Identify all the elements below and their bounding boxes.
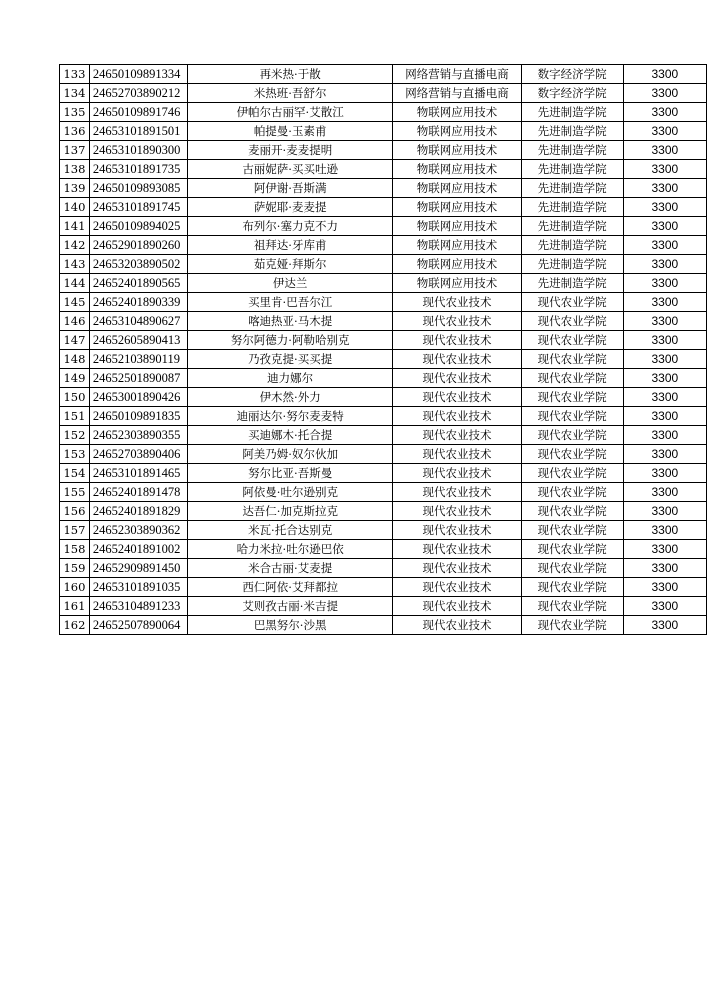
college-cell: 现代农业学院 — [521, 616, 623, 635]
college-cell: 先进制造学院 — [521, 255, 623, 274]
amount-cell: 3300 — [623, 464, 706, 483]
student-id-cell: 24650109891746 — [89, 103, 187, 122]
table-row — [60, 426, 707, 445]
student-name-cell: 达吾仁·加克斯拉克 — [187, 502, 393, 521]
major-cell: 现代农业技术 — [393, 350, 521, 369]
student-name-cell: 喀迪热亚·马木提 — [187, 312, 393, 331]
row-number-cell: 157 — [60, 521, 90, 540]
student-name-cell: 古丽妮萨·买买吐逊 — [187, 160, 393, 179]
table-row — [60, 369, 707, 388]
major-cell: 现代农业技术 — [393, 597, 521, 616]
row-number-cell: 155 — [60, 483, 90, 502]
student-name-cell: 伊木然·外力 — [187, 388, 393, 407]
college-cell: 现代农业学院 — [521, 483, 623, 502]
table-row — [60, 236, 707, 255]
amount-cell: 3300 — [623, 540, 706, 559]
amount-cell: 3300 — [623, 616, 706, 635]
table-row — [60, 217, 707, 236]
student-name-cell: 迪力娜尔 — [187, 369, 393, 388]
row-number-cell: 133 — [60, 65, 90, 84]
major-cell: 现代农业技术 — [393, 464, 521, 483]
row-number-cell: 161 — [60, 597, 90, 616]
student-name-cell: 米热班·吾舒尔 — [187, 84, 393, 103]
table-row — [60, 502, 707, 521]
amount-cell: 3300 — [623, 198, 706, 217]
major-cell: 物联网应用技术 — [393, 179, 521, 198]
student-name-cell: 阿依曼·吐尔逊别克 — [187, 483, 393, 502]
student-id-cell: 24653101891035 — [89, 578, 187, 597]
table-row — [60, 331, 707, 350]
row-number-cell: 137 — [60, 141, 90, 160]
row-number-cell: 135 — [60, 103, 90, 122]
table-row — [60, 312, 707, 331]
major-cell: 物联网应用技术 — [393, 103, 521, 122]
college-cell: 现代农业学院 — [521, 388, 623, 407]
college-cell: 先进制造学院 — [521, 122, 623, 141]
college-cell: 现代农业学院 — [521, 407, 623, 426]
student-id-cell: 24653104891233 — [89, 597, 187, 616]
row-number-cell: 156 — [60, 502, 90, 521]
student-id-cell: 24650109893085 — [89, 179, 187, 198]
college-cell: 先进制造学院 — [521, 103, 623, 122]
major-cell: 现代农业技术 — [393, 331, 521, 350]
student-name-cell: 阿美乃姆·奴尔伙加 — [187, 445, 393, 464]
amount-cell: 3300 — [623, 559, 706, 578]
amount-cell: 3300 — [623, 274, 706, 293]
student-name-cell: 买里肯·巴吾尔江 — [187, 293, 393, 312]
row-number-cell: 136 — [60, 122, 90, 141]
table-row — [60, 141, 707, 160]
student-id-cell: 24653101891501 — [89, 122, 187, 141]
row-number-cell: 143 — [60, 255, 90, 274]
student-name-cell: 麦丽开·麦麦提明 — [187, 141, 393, 160]
amount-cell: 3300 — [623, 597, 706, 616]
row-number-cell: 140 — [60, 198, 90, 217]
student-id-cell: 24652401890339 — [89, 293, 187, 312]
student-id-cell: 24652401890565 — [89, 274, 187, 293]
college-cell: 先进制造学院 — [521, 141, 623, 160]
row-number-cell: 160 — [60, 578, 90, 597]
table-row — [60, 84, 707, 103]
row-number-cell: 151 — [60, 407, 90, 426]
student-id-cell: 24652507890064 — [89, 616, 187, 635]
student-name-cell: 布列尔·塞力克不力 — [187, 217, 393, 236]
amount-cell: 3300 — [623, 179, 706, 198]
table-row — [60, 122, 707, 141]
student-name-cell: 巴黑努尔·沙黑 — [187, 616, 393, 635]
table-row — [60, 445, 707, 464]
amount-cell: 3300 — [623, 217, 706, 236]
table-row — [60, 179, 707, 198]
college-cell: 先进制造学院 — [521, 274, 623, 293]
college-cell: 现代农业学院 — [521, 445, 623, 464]
student-table — [59, 64, 707, 635]
table-row — [60, 464, 707, 483]
major-cell: 现代农业技术 — [393, 407, 521, 426]
table-row — [60, 255, 707, 274]
table-row — [60, 597, 707, 616]
amount-cell: 3300 — [623, 388, 706, 407]
amount-cell: 3300 — [623, 407, 706, 426]
table-row — [60, 540, 707, 559]
table-row — [60, 293, 707, 312]
row-number-cell: 146 — [60, 312, 90, 331]
student-id-cell: 24650109894025 — [89, 217, 187, 236]
student-id-cell: 24653101890300 — [89, 141, 187, 160]
row-number-cell: 152 — [60, 426, 90, 445]
college-cell: 现代农业学院 — [521, 464, 623, 483]
student-name-cell: 茹克娅·拜斯尔 — [187, 255, 393, 274]
student-name-cell: 伊达兰 — [187, 274, 393, 293]
major-cell: 现代农业技术 — [393, 559, 521, 578]
student-name-cell: 米合古丽·艾麦提 — [187, 559, 393, 578]
row-number-cell: 142 — [60, 236, 90, 255]
student-name-cell: 努尔比亚·吾斯曼 — [187, 464, 393, 483]
student-name-cell: 伊帕尔古丽罕·艾散江 — [187, 103, 393, 122]
student-id-cell: 24652401891002 — [89, 540, 187, 559]
amount-cell: 3300 — [623, 331, 706, 350]
table-row — [60, 578, 707, 597]
student-id-cell: 24652909891450 — [89, 559, 187, 578]
student-id-cell: 24653104890627 — [89, 312, 187, 331]
row-number-cell: 150 — [60, 388, 90, 407]
row-number-cell: 162 — [60, 616, 90, 635]
row-number-cell: 154 — [60, 464, 90, 483]
student-id-cell: 24652303890362 — [89, 521, 187, 540]
amount-cell: 3300 — [623, 521, 706, 540]
major-cell: 现代农业技术 — [393, 293, 521, 312]
row-number-cell: 144 — [60, 274, 90, 293]
major-cell: 物联网应用技术 — [393, 141, 521, 160]
student-name-cell: 萨妮耶·麦麦提 — [187, 198, 393, 217]
college-cell: 数字经济学院 — [521, 84, 623, 103]
major-cell: 网络营销与直播电商 — [393, 84, 521, 103]
student-id-cell: 24653101891745 — [89, 198, 187, 217]
student-id-cell: 24653001890426 — [89, 388, 187, 407]
college-cell: 现代农业学院 — [521, 597, 623, 616]
student-name-cell: 阿伊谢·吾斯满 — [187, 179, 393, 198]
student-id-cell: 24653203890502 — [89, 255, 187, 274]
major-cell: 网络营销与直播电商 — [393, 65, 521, 84]
major-cell: 现代农业技术 — [393, 483, 521, 502]
college-cell: 现代农业学院 — [521, 350, 623, 369]
amount-cell: 3300 — [623, 103, 706, 122]
college-cell: 先进制造学院 — [521, 236, 623, 255]
student-id-cell: 24652401891829 — [89, 502, 187, 521]
student-id-cell: 24652703890406 — [89, 445, 187, 464]
student-id-cell: 24653101891465 — [89, 464, 187, 483]
major-cell: 现代农业技术 — [393, 540, 521, 559]
row-number-cell: 148 — [60, 350, 90, 369]
student-name-cell: 买迪娜木·托合提 — [187, 426, 393, 445]
amount-cell: 3300 — [623, 578, 706, 597]
student-name-cell: 努尔阿德力·阿勒哈别克 — [187, 331, 393, 350]
major-cell: 现代农业技术 — [393, 445, 521, 464]
amount-cell: 3300 — [623, 141, 706, 160]
amount-cell: 3300 — [623, 369, 706, 388]
amount-cell: 3300 — [623, 426, 706, 445]
major-cell: 现代农业技术 — [393, 616, 521, 635]
student-id-cell: 24652303890355 — [89, 426, 187, 445]
row-number-cell: 139 — [60, 179, 90, 198]
table-row — [60, 198, 707, 217]
student-id-cell: 24652901890260 — [89, 236, 187, 255]
amount-cell: 3300 — [623, 293, 706, 312]
student-name-cell: 乃孜克提·买买提 — [187, 350, 393, 369]
table-row — [60, 521, 707, 540]
table-row — [60, 350, 707, 369]
table-row — [60, 483, 707, 502]
student-name-cell: 西仁阿依·艾拜都拉 — [187, 578, 393, 597]
amount-cell: 3300 — [623, 236, 706, 255]
table-row — [60, 160, 707, 179]
major-cell: 物联网应用技术 — [393, 255, 521, 274]
college-cell: 数字经济学院 — [521, 65, 623, 84]
college-cell: 先进制造学院 — [521, 198, 623, 217]
amount-cell: 3300 — [623, 350, 706, 369]
amount-cell: 3300 — [623, 445, 706, 464]
row-number-cell: 134 — [60, 84, 90, 103]
row-number-cell: 153 — [60, 445, 90, 464]
row-number-cell: 147 — [60, 331, 90, 350]
student-name-cell: 祖拜达·牙库甫 — [187, 236, 393, 255]
major-cell: 现代农业技术 — [393, 369, 521, 388]
college-cell: 现代农业学院 — [521, 331, 623, 350]
student-name-cell: 迪丽达尔·努尔麦麦特 — [187, 407, 393, 426]
table-row — [60, 616, 707, 635]
student-id-cell: 24652605890413 — [89, 331, 187, 350]
major-cell: 物联网应用技术 — [393, 122, 521, 141]
college-cell: 现代农业学院 — [521, 502, 623, 521]
amount-cell: 3300 — [623, 65, 706, 84]
student-id-cell: 24652103890119 — [89, 350, 187, 369]
row-number-cell: 145 — [60, 293, 90, 312]
college-cell: 现代农业学院 — [521, 293, 623, 312]
college-cell: 现代农业学院 — [521, 312, 623, 331]
college-cell: 先进制造学院 — [521, 179, 623, 198]
student-id-cell: 24653101891735 — [89, 160, 187, 179]
row-number-cell: 159 — [60, 559, 90, 578]
amount-cell: 3300 — [623, 502, 706, 521]
table-row — [60, 274, 707, 293]
major-cell: 物联网应用技术 — [393, 160, 521, 179]
major-cell: 现代农业技术 — [393, 312, 521, 331]
major-cell: 物联网应用技术 — [393, 236, 521, 255]
row-number-cell: 138 — [60, 160, 90, 179]
amount-cell: 3300 — [623, 255, 706, 274]
student-name-cell: 哈力米拉·吐尔逊巴依 — [187, 540, 393, 559]
student-name-cell: 帕提曼·玉素甫 — [187, 122, 393, 141]
college-cell: 现代农业学院 — [521, 521, 623, 540]
college-cell: 现代农业学院 — [521, 559, 623, 578]
student-id-cell: 24650109891334 — [89, 65, 187, 84]
major-cell: 现代农业技术 — [393, 388, 521, 407]
row-number-cell: 158 — [60, 540, 90, 559]
amount-cell: 3300 — [623, 160, 706, 179]
major-cell: 现代农业技术 — [393, 502, 521, 521]
college-cell: 现代农业学院 — [521, 369, 623, 388]
college-cell: 现代农业学院 — [521, 578, 623, 597]
student-name-cell: 再米热·于散 — [187, 65, 393, 84]
student-name-cell: 艾则孜古丽·米吉提 — [187, 597, 393, 616]
amount-cell: 3300 — [623, 122, 706, 141]
student-id-cell: 24652501890087 — [89, 369, 187, 388]
student-id-cell: 24652401891478 — [89, 483, 187, 502]
amount-cell: 3300 — [623, 84, 706, 103]
row-number-cell: 149 — [60, 369, 90, 388]
table-row — [60, 103, 707, 122]
student-name-cell: 米瓦·托合达别克 — [187, 521, 393, 540]
student-id-cell: 24652703890212 — [89, 84, 187, 103]
college-cell: 现代农业学院 — [521, 426, 623, 445]
amount-cell: 3300 — [623, 312, 706, 331]
major-cell: 现代农业技术 — [393, 521, 521, 540]
major-cell: 现代农业技术 — [393, 426, 521, 445]
major-cell: 物联网应用技术 — [393, 198, 521, 217]
student-table-body — [60, 65, 707, 635]
major-cell: 现代农业技术 — [393, 578, 521, 597]
college-cell: 先进制造学院 — [521, 160, 623, 179]
table-row — [60, 559, 707, 578]
row-number-cell: 141 — [60, 217, 90, 236]
table-row — [60, 388, 707, 407]
table-row — [60, 407, 707, 426]
major-cell: 物联网应用技术 — [393, 274, 521, 293]
scholarship-list-sheet — [59, 64, 707, 635]
college-cell: 现代农业学院 — [521, 540, 623, 559]
major-cell: 物联网应用技术 — [393, 217, 521, 236]
amount-cell: 3300 — [623, 483, 706, 502]
student-id-cell: 24650109891835 — [89, 407, 187, 426]
table-row — [60, 65, 707, 84]
college-cell: 先进制造学院 — [521, 217, 623, 236]
